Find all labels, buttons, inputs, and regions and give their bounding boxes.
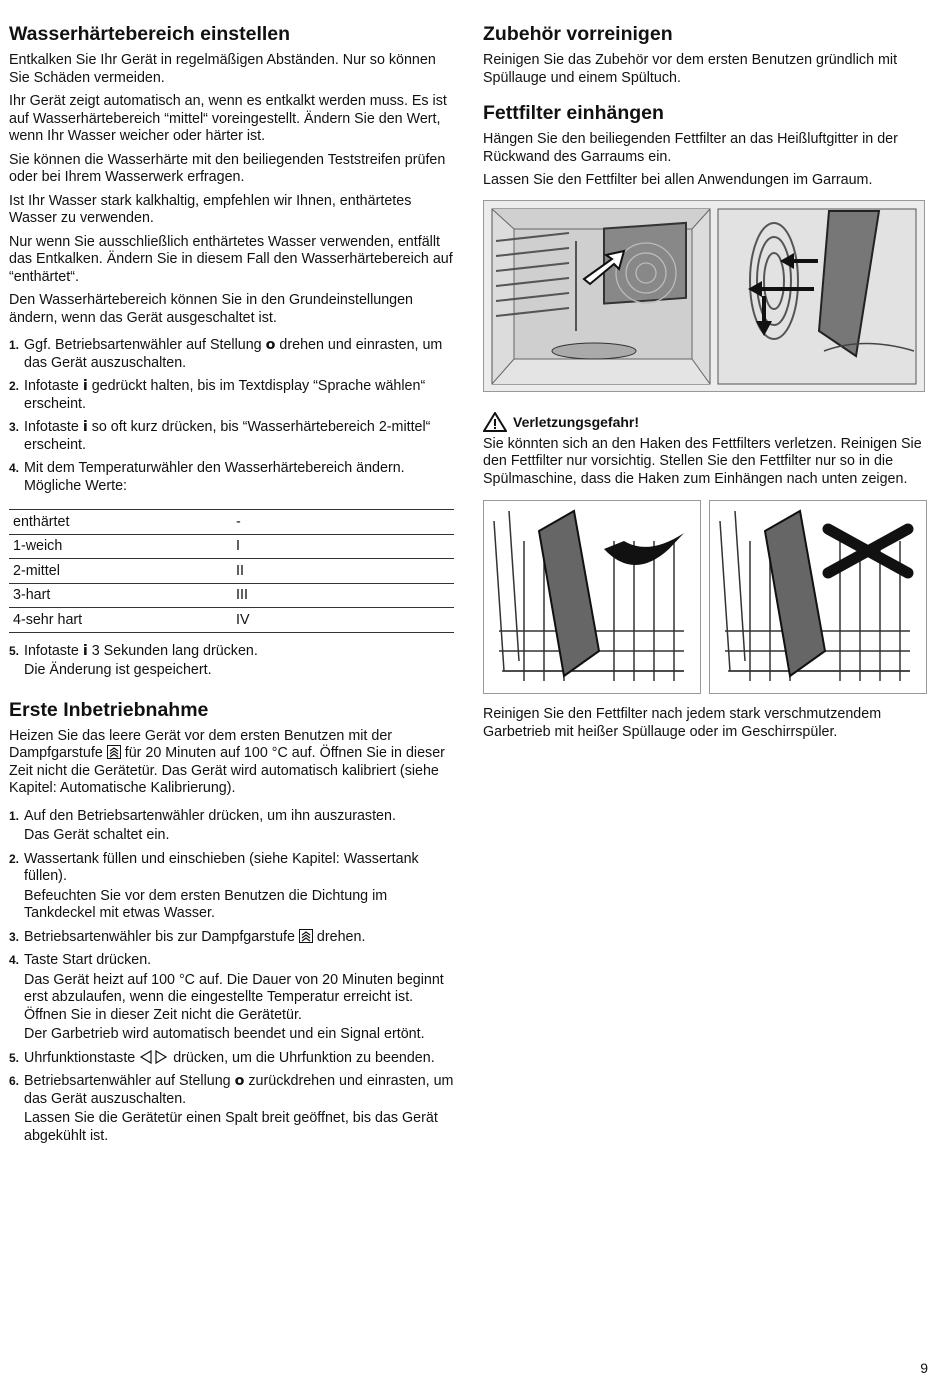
- paragraph: Nur wenn Sie ausschließlich enthärtetes Wasser verwenden, entfällt das Entkalken. Ändern Sie in diesem Fall den Wasserhärtebereich auf “enthärtet“.: [9, 233, 453, 285]
- oven-illustration-svg: [484, 201, 924, 391]
- info-key-icon: i: [82, 642, 88, 659]
- off-position-icon: o: [234, 1073, 245, 1089]
- paragraph: Reinigen Sie das Zubehör vor dem ersten Benutzen gründlich mit Spüllauge und einem Spültuch.: [483, 52, 898, 86]
- step-item: 1. Ggf. Betriebsartenwähler auf Stellung o drehen und einrasten, um das Gerät auszuschalten.: [9, 337, 443, 371]
- steam-level-icon: [299, 929, 313, 943]
- step-item: 6. Betriebsartenwähler auf Stellung o zurückdrehen und einrasten, um das Gerät auszuschalten. Lassen Sie die Gerätetür einen Spalt breit geöffnet, bis das Gerät abgekühlt ist.: [9, 1073, 454, 1144]
- hardness-table: [9, 509, 454, 633]
- step-item: 3. Betriebsartenwähler bis zur Dampfgarstufe drehen.: [9, 928, 366, 945]
- step-item: 5. Infotaste i 3 Sekunden lang drücken. Die Änderung ist gespeichert.: [9, 642, 258, 678]
- paragraph: Heizen Sie das leere Gerät vor dem ersten Benutzen mit der Dampfgarstufe für 20 Minuten auf 100 °C auf. Öffnen Sie in dieser Zeit nicht die Gerätetür. Das Gerät wird automatisch kalibriert (siehe Kapitel: Automatische Kalibrierung).: [9, 727, 445, 796]
- left-column: [9, 22, 454, 1151]
- paragraph: Entkalken Sie Ihr Gerät in regelmäßigen Abständen. Nur so können Sie Schäden vermeiden.: [9, 52, 436, 86]
- paragraph: Hängen Sie den beiliegenden Fettfilter an das Heißluftgitter in der Rückwand des Garraums ein.: [483, 131, 898, 165]
- section-title-hardness: Wasserhärtebereich einstellen: [9, 23, 291, 45]
- warning-triangle-icon: [483, 412, 507, 432]
- page-number: 9: [920, 1360, 928, 1376]
- steam-level-icon: [107, 745, 121, 759]
- paragraph: Ist Ihr Wasser stark kalkhaltig, empfehlen wir Ihnen, enthärtetes Wasser zu verwenden.: [9, 192, 412, 226]
- paragraph: Ihr Gerät zeigt automatisch an, wenn es entkalkt werden muss. Es ist auf Wasserhärtebereich “mittel“ voreingestellt. Ändern Sie den Wert, wenn Ihr Wasser weicher oder härter ist.: [9, 93, 447, 144]
- grease-filter-install-illustration: [483, 200, 925, 392]
- table-row: 1-weich I: [9, 534, 454, 559]
- step-item: 4. Taste Start drücken. Das Gerät heizt auf 100 °C auf. Die Dauer von 20 Minuten beginnt erst abzulaufen, wenn die eingestellte Temperatur erreicht ist. Öffnen Sie in dieser Zeit nicht die Gerätetür. Der Garbetrieb wird automatisch beendet und ein Signal ertönt.: [9, 952, 444, 1042]
- step-item: 4. Mit dem Temperaturwähler den Wasserhärtebereich ändern. Mögliche Werte:: [9, 460, 405, 494]
- clock-function-icon: [139, 1050, 169, 1064]
- paragraph: Den Wasserhärtebereich können Sie in den Grundeinstellungen ändern, wenn das Gerät ausgeschaltet ist.: [9, 292, 414, 326]
- section-title-first-use: Erste Inbetriebnahme: [9, 698, 209, 721]
- paragraph: Sie können die Wasserhärte mit den beiliegenden Teststreifen prüfen oder bei Ihrem Wasserwerk erfragen.: [9, 151, 446, 185]
- section-title-accessories: Zubehör vorreinigen: [483, 23, 673, 45]
- info-key-icon: i: [82, 378, 88, 394]
- table-row: 4-sehr hart IV: [9, 608, 454, 633]
- off-position-icon: o: [265, 337, 276, 353]
- table-row: 2-mittel II: [9, 559, 454, 584]
- step-item: 5. Uhrfunktionstaste drücken, um die Uhrfunktion zu beenden.: [9, 1049, 435, 1066]
- hardness-steps: [9, 337, 454, 495]
- step-item: 3. Infotaste i so oft kurz drücken, bis “Wasserhärtebereich 2-mittel“ erscheint.: [9, 419, 431, 453]
- first-use-steps: [9, 808, 454, 1146]
- section-title-grease-filter: Fettfilter einhängen: [483, 102, 664, 124]
- paragraph: Sie könnten sich an den Haken des Fettfilters verletzen. Reinigen Sie den Fettfilter nur vorsichtig. Stellen Sie den Fettfilter nur so in die Spülmaschine, dass die Haken zum Einhängen nach unten zeigen.: [483, 435, 922, 487]
- step-item: 1. Auf den Betriebsartenwähler drücken, um ihn auszurasten. Das Gerät schaltet ein.: [9, 807, 396, 843]
- table-row: 3-hart III: [9, 583, 454, 608]
- table-row: enthärtet -: [9, 510, 454, 535]
- correct-placement-illustration: [483, 500, 701, 694]
- step-item: 2. Infotaste i gedrückt halten, bis im Textdisplay “Sprache wählen“ erscheint.: [9, 378, 426, 412]
- right-column: [483, 22, 923, 747]
- dishwasher-placement-illustrations: [483, 500, 923, 694]
- step-item: 2. Wassertank füllen und einschieben (siehe Kapitel: Wassertank füllen). Befeuchten Sie vor dem ersten Benutzen die Dichtung im Tankdeckel mit etwas Wasser.: [9, 850, 419, 921]
- paragraph: Lassen Sie den Fettfilter bei allen Anwendungen im Garraum.: [483, 172, 873, 188]
- info-key-icon: i: [82, 419, 88, 435]
- warning-heading: Verletzungsgefahr!: [483, 412, 923, 432]
- incorrect-placement-illustration: [709, 500, 927, 694]
- paragraph: Reinigen Sie den Fettfilter nach jedem stark verschmutzendem Garbetrieb mit heißer Spüllauge oder im Geschirrspüler.: [483, 706, 882, 740]
